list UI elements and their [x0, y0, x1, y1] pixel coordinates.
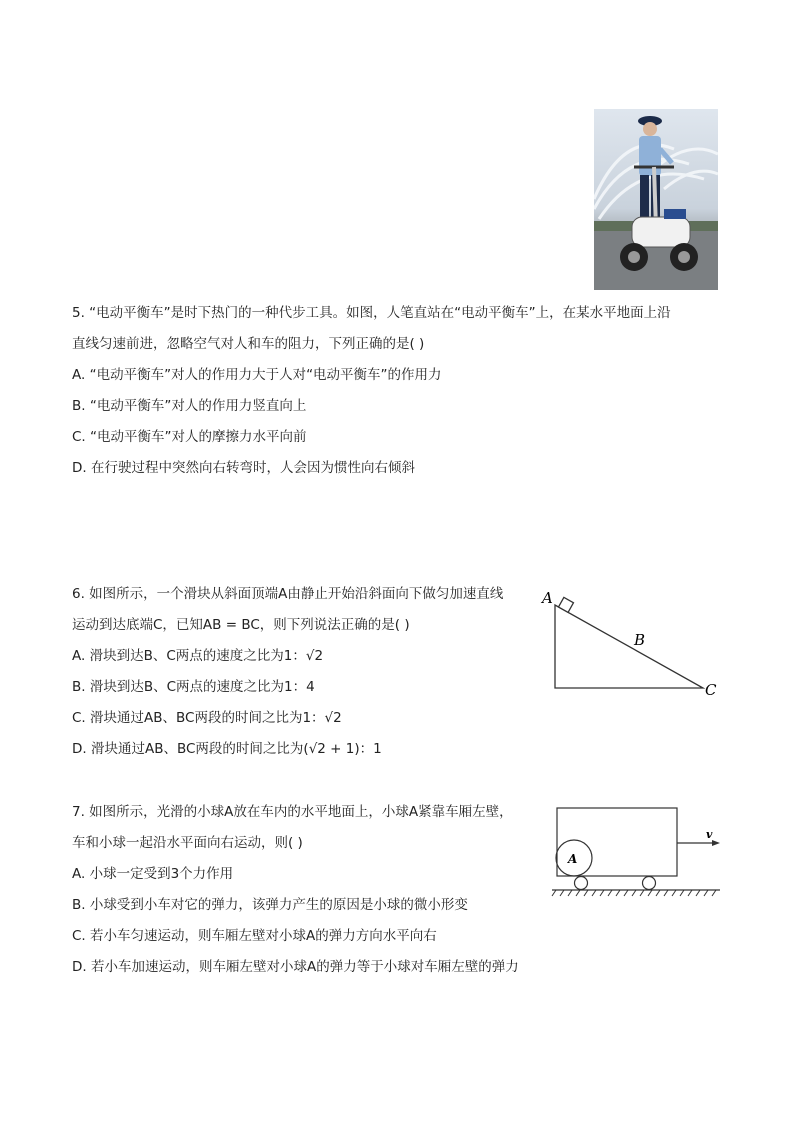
cart-figure	[548, 800, 728, 900]
q5-option-d: D. 在行驶过程中突然向右转弯时，人会因为惯性向右倾斜	[72, 460, 415, 476]
q6-option-a: A. 滑块到达B、C两点的速度之比为1：√2	[72, 648, 324, 664]
cart-wheel-right	[643, 877, 656, 890]
q6-option-c: C. 滑块通过AB、BC两段的时间之比为1：√2	[72, 710, 342, 726]
q6-stem-line1: 6. 如图所示，一个滑块从斜面顶端A由静止开始沿斜面向下做匀加速直线	[72, 586, 504, 602]
label-c: C	[705, 681, 717, 699]
q7-stem-line1: 7. 如图所示，光滑的小球A放在车内的水平地面上，小球A紧靠车厢左壁，	[72, 804, 513, 820]
q5-stem-line1: 5. “电动平衡车”是时下热门的一种代步工具。如图，人笔直站在“电动平衡车”上，在某水平地面上沿	[72, 305, 671, 321]
q6-option-d: D. 滑块通过AB、BC两段的时间之比为(√2 + 1)：1	[72, 741, 382, 757]
q6-stem-line2: 运动到达底端C，已知AB = BC，则下列说法正确的是( )	[72, 617, 410, 633]
incline-figure	[535, 585, 725, 700]
ground-hatching	[552, 890, 716, 896]
label-b: B	[634, 631, 646, 649]
label-a: A	[542, 589, 553, 607]
q7-option-a: A. 小球一定受到3个力作用	[72, 866, 234, 882]
q5-option-a: A. “电动平衡车”对人的作用力大于人对“电动平衡车”的作用力	[72, 367, 442, 383]
ball-label: A	[568, 852, 578, 866]
q6-option-b: B. 滑块到达B、C两点的速度之比为1：4	[72, 679, 315, 695]
q7-option-b: B. 小球受到小车对它的弹力，该弹力产生的原因是小球的微小形变	[72, 897, 468, 913]
q7-option-d: D. 若小车加速运动，则车厢左壁对小球A的弹力等于小球对车厢左壁的弹力	[72, 959, 519, 975]
velocity-arrowhead	[712, 840, 720, 846]
q7-option-c: C. 若小车匀速运动，则车厢左壁对小球A的弹力方向水平向右	[72, 928, 437, 944]
incline-triangle	[555, 605, 703, 688]
slider-block	[558, 597, 573, 612]
velocity-label: v	[706, 828, 713, 841]
q7-stem-line2: 车和小球一起沿水平面向右运动，则( )	[72, 835, 303, 851]
q5-option-b: B. “电动平衡车”对人的作用力竖直向上	[72, 398, 307, 414]
q5-stem-line2: 直线匀速前进，忽略空气对人和车的阻力，下列正确的是( )	[72, 336, 425, 352]
cart-wheel-left	[575, 877, 588, 890]
q5-option-c: C. “电动平衡车”对人的摩擦力水平向前	[72, 429, 307, 445]
balance-vehicle-photo	[594, 109, 718, 290]
